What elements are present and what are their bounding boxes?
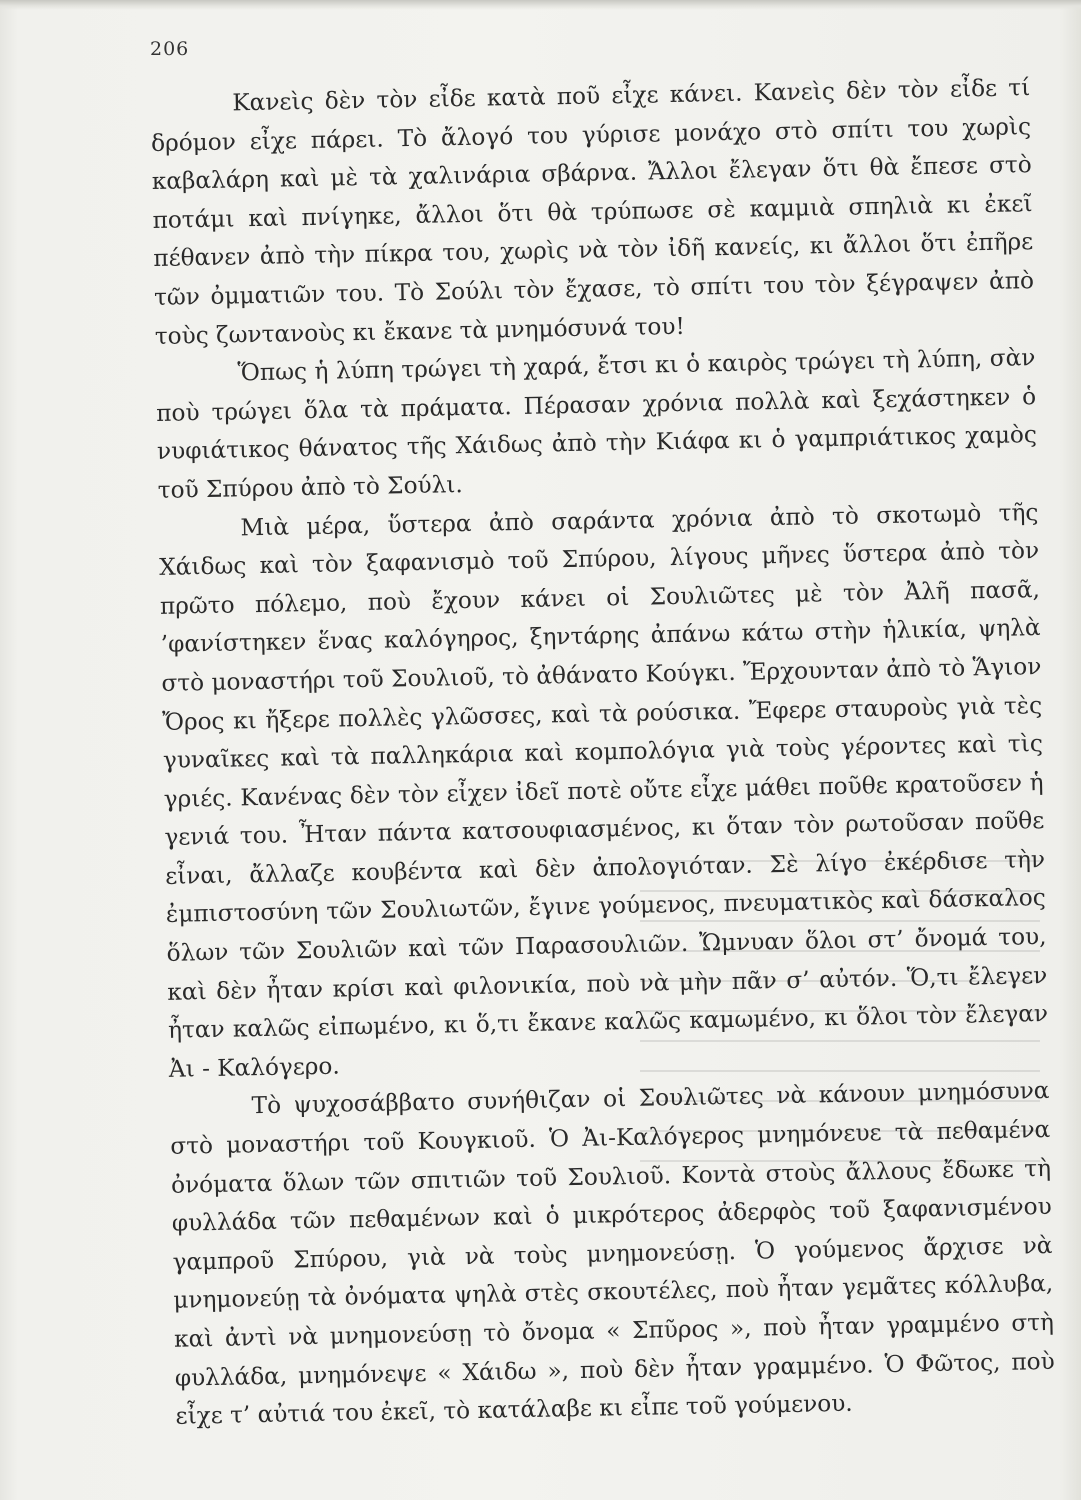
text-body [150, 69, 1056, 1436]
page-top-shadow [0, 0, 1081, 10]
paragraph-4: Τὸ ψυχοσάββατο συνήθιζαν οἱ Σουλιῶτες νὰ κάνουν μνημόσυνα στὸ μοναστήρι τοῦ Κουγκιοῦ. Ὁ Ἀι-Καλόγερος μνημόνευε τὰ πεθαμένα ὀνόματα ὅλων τῶν σπιτιῶν τοῦ Σουλιοῦ. Κοντὰ στοὺς ἄλλους ἔδωκε τὴ φυλλάδα τῶν πεθαμένων καὶ ὁ μικρότερος ἀδερφὸς τοῦ ξαφανισμένου γαμπροῦ Σπύρου, γιὰ νὰ τοὺς μνημονεύσῃ. Ὁ γούμενος ἄρχισε νὰ μνημονεύῃ τὰ ὀνόματα ψηλὰ στὲς σκουτέλες, ποὺ ἦταν γεμᾶτες κόλλυβα, καὶ ἀντὶ νὰ μνημονεύσῃ τὸ ὄνομα « Σπῦρος », ποὺ ἦταν γραμμένο στὴ φυλλάδα, μνημόνεψε « Χάιδω », ποὺ δὲν ἦταν γραμμένο. Ὁ Φῶτος, ποὺ εἶχε τ’ αὐτιά του ἐκεῖ, τὸ κατάλαβε κι εἶπε τοῦ γούμενου. [170, 1077, 1055, 1430]
paragraph-1: Κανεὶς δὲν τὸν εἶδε κατὰ ποῦ εἶχε κάνει. Κανεὶς δὲν τὸν εἶδε τί δρόμον εἶχε πάρει. Τὸ ἄλογό του γύρισε μονάχο στὸ σπίτι του χωρὶς καβαλάρη καὶ μὲ τὰ χαλινάρια σβάρνα. Ἄλλοι ἔλεγαν ὅτι θὰ ἔπεσε στὸ ποτάμι καὶ πνίγηκε, ἄλλοι ὅτι θὰ τρύπωσε σὲ καμμιὰ σπηλιὰ κι ἐκεῖ πέθανεν ἀπὸ τὴν πίκρα του, χωρὶς νὰ τὸν ἰδῆ κανείς, κι ἄλλοι ὅτι ἐπῆρε τῶν ὀμματιῶν του. Τὸ Σούλι τὸν ἔχασε, τὸ σπίτι του τὸν ξέγραψεν ἀπὸ τοὺς ζωντανοὺς κι ἔκανε τὰ μνημόσυνά του! [150, 74, 1035, 350]
paragraph-2: Ὅπως ἡ λύπη τρώγει τὴ χαρά, ἔτσι κι ὁ καιρὸς τρώγει τὴ λύπη, σὰν ποὺ τρώγει ὅλα τὰ πράματα. Πέρασαν χρόνια πολλὰ καὶ ξεχάστηκεν ὁ νυφιάτικος θάνατος τῆς Χάιδως ἀπὸ τὴν Κιάφα κι ὁ γαμπριάτικος χαμὸς τοῦ Σπύρου ἀπὸ τὸ Σούλι. [156, 344, 1038, 504]
paragraph-3: Μιὰ μέρα, ὕστερα ἀπὸ σαράντα χρόνια ἀπὸ τὸ σκοτωμὸ τῆς Χάιδως καὶ τὸν ξαφανισμὸ τοῦ Σπύρου, λίγους μῆνες ὕστερα ἀπὸ τὸν πρῶτο πόλεμο, ποὺ ἔχουν κάνει οἱ Σουλιῶτες μὲ τὸν Ἀλῆ πασᾶ, ’φανίστηκεν ἕνας καλόγηρος, ξηντάρης ἀπάνω κάτω στὴν ἡλικία, ψηλὰ στὸ μοναστήρι τοῦ Σουλιοῦ, τὸ ἀθάνατο Κούγκι. Ἔρχουνταν ἀπὸ τὸ Ἅγιον Ὄρος κι ἤξερε πολλὲς γλῶσσες, καὶ τὰ ρούσικα. Ἔφερε σταυροὺς γιὰ τὲς γυναῖκες καὶ τὰ παλληκάρια καὶ κομπολόγια γιὰ τοὺς γέροντες καὶ τὶς γριές. Κανένας δὲν τὸν εἶχεν ἰδεῖ ποτὲ οὔτε εἶχε μάθει ποῦθε κρατοῦσεν ἡ γενιά του. Ἦταν πάντα κατσουφιασμένος, κι ὅταν τὸν ρωτοῦσαν ποῦθε εἶναι, ἄλλαζε κουβέντα καὶ δὲν ἀπολογιόταν. Σὲ λίγο ἐκέρδισε τὴν ἐμπιστοσύνη τῶν Σουλιωτῶν, ἔγινε γούμενος, πνευματικὸς καὶ δάσκαλος ὅλων τῶν Σουλιῶν καὶ τῶν Παρασουλιῶν. Ὤμνυαν ὅλοι στ’ ὄνομά του, καὶ δὲν ἦταν κρίσι καὶ φιλονικία, ποὺ νὰ μὴν πᾶν σ’ αὐτόν. Ὅ,τι ἔλεγεν ἦταν καλῶς εἰπωμένο, κι ὅ,τι ἔκανε καλῶς καμωμένο, κι ὅλοι τὸν ἔλεγαν Ἀι - Καλόγερο. [158, 498, 1049, 1083]
page-number: 206 [150, 38, 190, 60]
